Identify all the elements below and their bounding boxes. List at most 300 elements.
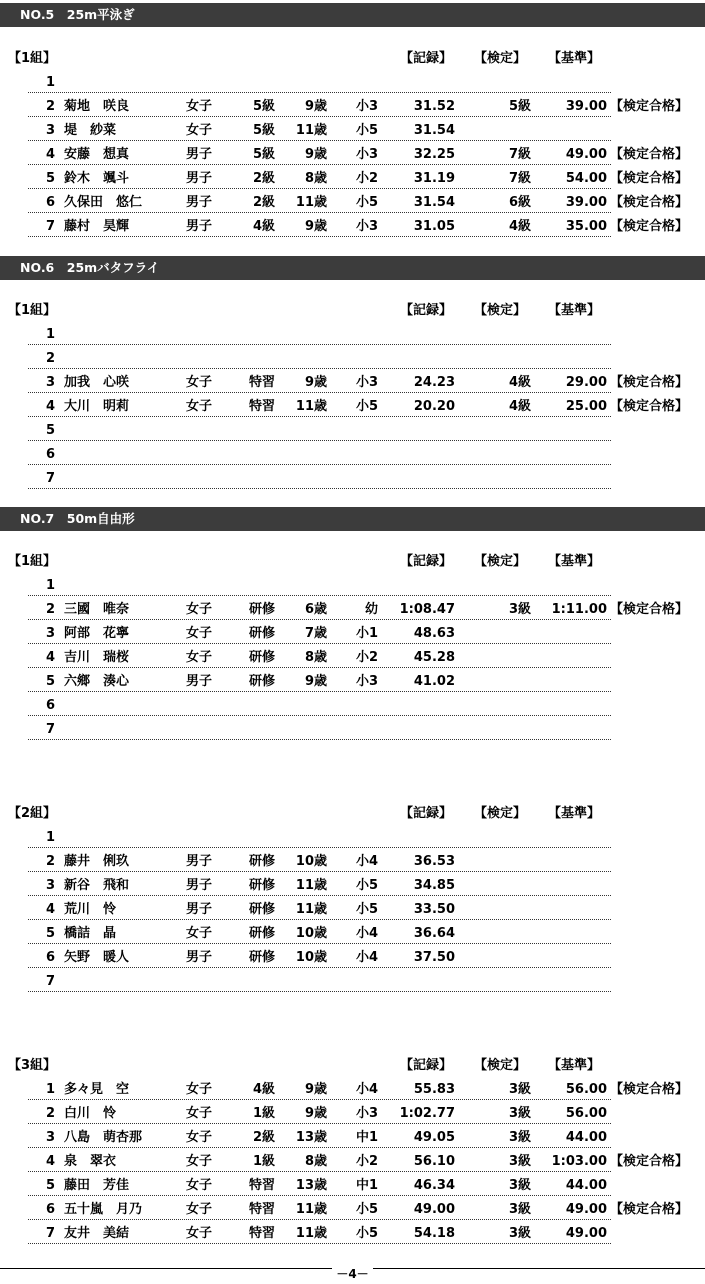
gender: 女子 [186,926,213,941]
group-label: 【1組】 [8,554,57,569]
table-row [0,694,705,718]
test-grade: 4級 [508,219,531,234]
table-row [0,119,705,143]
record-time: 54.18 [413,1226,455,1241]
test-grade: 3級 [508,1178,531,1193]
standard-time: 1:11.00 [551,602,607,617]
record-time: 56.10 [413,1154,455,1169]
row-divider [28,1219,611,1220]
rank: 特習 [248,375,275,390]
table-row [0,970,705,994]
age: 10歳 [295,926,327,941]
row-divider [28,871,611,872]
record-time: 36.53 [413,854,455,869]
gender: 女子 [186,375,213,390]
gender: 女子 [186,1202,213,1217]
age: 11歳 [295,195,327,210]
swimmer-name: 藤田 芳佳 [64,1178,130,1193]
header-standard: 【基準】 [548,303,601,318]
age: 9歳 [304,1082,327,1097]
test-result: 【検定合格】 [610,219,689,234]
school-grade: 中1 [355,1130,378,1145]
table-row [0,191,705,215]
row-divider [28,943,611,944]
swimmer-name: 加我 心咲 [64,375,130,390]
lane-number: 7 [45,974,55,989]
age: 11歳 [295,902,327,917]
lane-number: 7 [45,1226,55,1241]
record-time: 49.00 [413,1202,455,1217]
header-record: 【記録】 [400,1058,453,1073]
age: 9歳 [304,375,327,390]
table-row [0,1150,705,1174]
rank: 研修 [248,950,275,965]
table-row [0,670,705,694]
school-grade: 小3 [355,674,378,689]
age: 11歳 [295,878,327,893]
school-grade: 小2 [355,1154,378,1169]
lane-number: 6 [45,698,55,713]
lane-number: 3 [45,626,55,641]
rank: 4級 [252,1082,275,1097]
rank: 4級 [252,219,275,234]
gender: 女子 [186,1130,213,1145]
swimmer-name: 泉 翠衣 [64,1154,117,1169]
page-number [0,1265,705,1282]
lane-number: 6 [45,195,55,210]
rank: 特習 [248,1178,275,1193]
record-time: 36.64 [413,926,455,941]
standard-time: 56.00 [565,1106,607,1121]
test-grade: 7級 [508,147,531,162]
rank: 1級 [252,1106,275,1121]
record-time: 48.63 [413,626,455,641]
swimmer-name: 矢野 暖人 [64,950,130,965]
school-grade: 小1 [355,626,378,641]
school-grade: 小3 [355,147,378,162]
school-grade: 小4 [355,950,378,965]
school-grade: 中1 [355,1178,378,1193]
rank: 2級 [252,195,275,210]
header-standard: 【基準】 [548,554,601,569]
record-time: 20.20 [413,399,455,414]
table-row [0,874,705,898]
standard-time: 49.00 [565,1202,607,1217]
row-divider [28,188,611,189]
rank: 研修 [248,602,275,617]
row-divider [28,643,611,644]
age: 8歳 [304,650,327,665]
age: 11歳 [295,399,327,414]
swimmer-name: 橋詰 晶 [64,926,117,941]
lane-number: 4 [45,399,55,414]
header-record: 【記録】 [400,554,453,569]
record-time: 1:08.47 [399,602,455,617]
test-grade: 3級 [508,1106,531,1121]
group-label: 【3組】 [8,1058,57,1073]
lane-number: 1 [45,1082,55,1097]
gender: 男子 [186,950,213,965]
header-standard: 【基準】 [548,806,601,821]
age: 9歳 [304,1106,327,1121]
gender: 男子 [186,878,213,893]
row-divider [28,236,611,237]
school-grade: 小3 [355,1106,378,1121]
rank: 研修 [248,926,275,941]
row-divider [28,140,611,141]
test-result: 【検定合格】 [610,1082,689,1097]
gender: 女子 [186,1178,213,1193]
header-standard: 【基準】 [548,1058,601,1073]
lane-number: 5 [45,1178,55,1193]
test-grade: 4級 [508,375,531,390]
record-time: 33.50 [413,902,455,917]
lane-number: 2 [45,1106,55,1121]
table-row [0,1222,705,1246]
school-grade: 小4 [355,1082,378,1097]
test-grade: 3級 [508,1154,531,1169]
rank: 特習 [248,1226,275,1241]
gender: 男子 [186,902,213,917]
lane-number: 3 [45,375,55,390]
gender: 女子 [186,1154,213,1169]
rank: 研修 [248,674,275,689]
age: 9歳 [304,674,327,689]
rank: 研修 [248,854,275,869]
standard-time: 25.00 [565,399,607,414]
swimmer-name: 阿部 花寧 [64,626,130,641]
gender: 女子 [186,99,213,114]
school-grade: 小2 [355,650,378,665]
table-row [0,1198,705,1222]
standard-time: 49.00 [565,147,607,162]
age: 13歳 [295,1178,327,1193]
swimmer-name: 藤村 昊輝 [64,219,130,234]
age: 11歳 [295,123,327,138]
table-row [0,71,705,95]
school-grade: 小4 [355,926,378,941]
event-header-no6 [0,256,705,280]
table-row [0,347,705,371]
gender: 男子 [186,854,213,869]
age: 10歳 [295,854,327,869]
record-time: 1:02.77 [399,1106,455,1121]
rank: 研修 [248,878,275,893]
rank: 2級 [252,171,275,186]
gender: 男子 [186,171,213,186]
event-title: NO.6 25mバタフライ [20,260,160,275]
gender: 男子 [186,674,213,689]
table-row [0,95,705,119]
lane-number: 3 [45,878,55,893]
standard-time: 39.00 [565,99,607,114]
swimmer-name: 八島 萌杏那 [64,1130,143,1145]
age: 13歳 [295,1130,327,1145]
school-grade: 小3 [355,375,378,390]
lane-number: 4 [45,902,55,917]
standard-time: 1:03.00 [551,1154,607,1169]
rank: 1級 [252,1154,275,1169]
record-time: 45.28 [413,650,455,665]
header-test: 【検定】 [474,51,527,66]
lane-number: 6 [45,950,55,965]
rank: 5級 [252,99,275,114]
event-title: NO.7 50m自由形 [20,511,135,526]
rank: 5級 [252,147,275,162]
lane-number: 2 [45,99,55,114]
rank: 研修 [248,650,275,665]
gender: 女子 [186,1106,213,1121]
school-grade: 小5 [355,1202,378,1217]
age: 9歳 [304,219,327,234]
row-divider [28,1147,611,1148]
test-grade: 3級 [508,1202,531,1217]
gender: 女子 [186,1226,213,1241]
school-grade: 小5 [355,902,378,917]
lane-number: 1 [45,830,55,845]
row-divider [28,488,611,489]
table-row [0,419,705,443]
swimmer-name: 六鄉 湊心 [64,674,130,689]
lane-number: 7 [45,471,55,486]
row-divider [28,116,611,117]
row-divider [28,1099,611,1100]
table-row [0,1174,705,1198]
row-divider [28,595,611,596]
table-row [0,574,705,598]
standard-time: 44.00 [565,1178,607,1193]
rank: 特習 [248,399,275,414]
row-divider [28,739,611,740]
row-divider [28,416,611,417]
row-divider [28,164,611,165]
table-row [0,167,705,191]
row-divider [28,715,611,716]
school-grade: 小5 [355,123,378,138]
table-row [0,646,705,670]
row-divider [28,92,611,93]
swimmer-name: 吉川 瑞桜 [64,650,130,665]
record-time: 55.83 [413,1082,455,1097]
table-row [0,598,705,622]
lane-number: 2 [45,854,55,869]
rank: 特習 [248,1202,275,1217]
rank: 5級 [252,123,275,138]
swimmer-name: 五十嵐 月乃 [64,1202,143,1217]
standard-time: 35.00 [565,219,607,234]
gender: 女子 [186,602,213,617]
rank: 研修 [248,902,275,917]
test-result: 【検定合格】 [610,147,689,162]
age: 9歳 [304,147,327,162]
age: 6歳 [304,602,327,617]
table-row [0,850,705,874]
rank: 2級 [252,1130,275,1145]
lane-number: 5 [45,171,55,186]
lane-number: 4 [45,147,55,162]
table-row [0,443,705,467]
record-time: 46.34 [413,1178,455,1193]
record-time: 31.52 [413,99,455,114]
group-label: 【1組】 [8,303,57,318]
header-test: 【検定】 [474,303,527,318]
record-time: 31.19 [413,171,455,186]
gender: 女子 [186,123,213,138]
table-row [0,371,705,395]
school-grade: 小4 [355,854,378,869]
lane-number: 3 [45,123,55,138]
test-result: 【検定合格】 [610,399,689,414]
event-title: NO.5 25m平泳ぎ [20,7,135,22]
row-divider [28,967,611,968]
swimmer-name: 多々見 空 [64,1082,130,1097]
lane-number: 2 [45,602,55,617]
row-divider [28,619,611,620]
page-number-text: －4－ [332,1267,372,1281]
swimmer-name: 鈴木 颯斗 [64,171,130,186]
lane-number: 5 [45,423,55,438]
age: 11歳 [295,1226,327,1241]
test-result: 【検定合格】 [610,375,689,390]
swimmer-name: 堤 紗菜 [64,123,117,138]
standard-time: 56.00 [565,1082,607,1097]
test-grade: 3級 [508,602,531,617]
row-divider [28,847,611,848]
table-row [0,215,705,239]
row-divider [28,1123,611,1124]
gender: 女子 [186,399,213,414]
test-grade: 3級 [508,1082,531,1097]
table-row [0,898,705,922]
gender: 女子 [186,650,213,665]
standard-time: 54.00 [565,171,607,186]
header-test: 【検定】 [474,806,527,821]
record-time: 24.23 [413,375,455,390]
header-record: 【記録】 [400,51,453,66]
age: 10歳 [295,950,327,965]
lane-number: 1 [45,75,55,90]
test-grade: 7級 [508,171,531,186]
row-divider [28,344,611,345]
event-header-no7 [0,507,705,531]
table-row [0,395,705,419]
row-divider [28,895,611,896]
lane-number: 5 [45,674,55,689]
gender: 男子 [186,195,213,210]
table-row [0,1078,705,1102]
table-row [0,946,705,970]
lane-number: 4 [45,1154,55,1169]
table-row [0,718,705,742]
row-divider [28,691,611,692]
header-standard: 【基準】 [548,51,601,66]
age: 8歳 [304,1154,327,1169]
test-result: 【検定合格】 [610,99,689,114]
row-divider [28,919,611,920]
school-grade: 幼 [364,602,378,617]
event-header-no5 [0,3,705,27]
record-time: 31.05 [413,219,455,234]
school-grade: 小5 [355,878,378,893]
row-divider [28,1171,611,1172]
lane-number: 7 [45,219,55,234]
test-result: 【検定合格】 [610,171,689,186]
school-grade: 小3 [355,99,378,114]
standard-time: 39.00 [565,195,607,210]
lane-number: 6 [45,1202,55,1217]
row-divider [28,1195,611,1196]
swimmer-name: 安藤 想真 [64,147,130,162]
table-row [0,922,705,946]
record-time: 31.54 [413,123,455,138]
swimmer-name: 白川 怜 [64,1106,117,1121]
swimmer-name: 新谷 飛和 [64,878,130,893]
row-divider [28,1243,611,1244]
age: 9歳 [304,99,327,114]
group-label: 【2組】 [8,806,57,821]
row-divider [28,667,611,668]
header-record: 【記録】 [400,303,453,318]
test-grade: 3級 [508,1226,531,1241]
school-grade: 小5 [355,195,378,210]
school-grade: 小3 [355,219,378,234]
gender: 男子 [186,219,213,234]
school-grade: 小5 [355,399,378,414]
swimmer-name: 三國 唯奈 [64,602,130,617]
row-divider [28,212,611,213]
swimmer-name: 友井 美結 [64,1226,130,1241]
record-time: 41.02 [413,674,455,689]
swimmer-name: 藤井 俐玖 [64,854,130,869]
gender: 男子 [186,147,213,162]
standard-time: 44.00 [565,1130,607,1145]
school-grade: 小2 [355,171,378,186]
gender: 女子 [186,1082,213,1097]
standard-time: 49.00 [565,1226,607,1241]
lane-number: 1 [45,327,55,342]
table-row [0,826,705,850]
table-row [0,323,705,347]
test-result: 【検定合格】 [610,195,689,210]
swimmer-name: 菊地 咲良 [64,99,130,114]
row-divider [28,464,611,465]
row-divider [28,392,611,393]
lane-number: 6 [45,447,55,462]
lane-number: 7 [45,722,55,737]
gender: 女子 [186,626,213,641]
lane-number: 3 [45,1130,55,1145]
test-grade: 6級 [508,195,531,210]
group-label: 【1組】 [8,51,57,66]
test-grade: 4級 [508,399,531,414]
swimmer-name: 荒川 怜 [64,902,117,917]
header-record: 【記録】 [400,806,453,821]
swimmer-name: 久保田 悠仁 [64,195,143,210]
age: 8歳 [304,171,327,186]
school-grade: 小5 [355,1226,378,1241]
table-row [0,1102,705,1126]
table-row [0,622,705,646]
table-row [0,467,705,491]
table-row [0,1126,705,1150]
test-result: 【検定合格】 [610,1202,689,1217]
age: 7歳 [304,626,327,641]
lane-number: 2 [45,351,55,366]
row-divider [28,368,611,369]
test-result: 【検定合格】 [610,602,689,617]
lane-number: 1 [45,578,55,593]
test-grade: 5級 [508,99,531,114]
